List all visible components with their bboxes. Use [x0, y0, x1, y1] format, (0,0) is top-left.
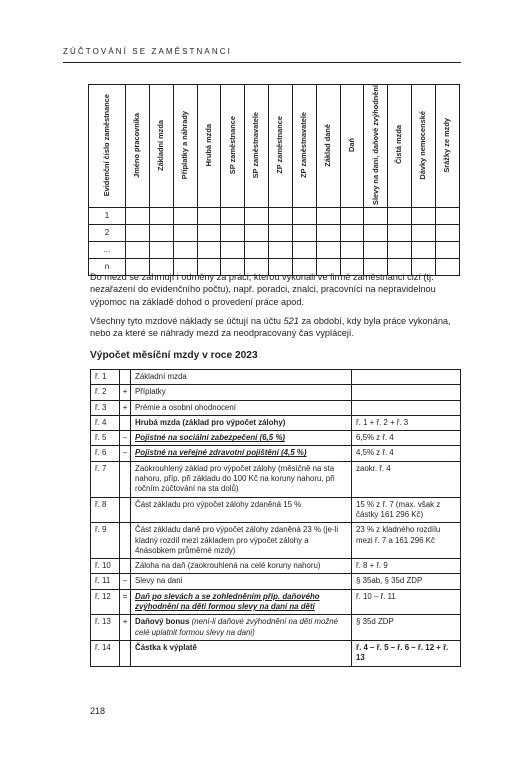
- register-cell: [316, 224, 340, 241]
- calc-description: [131, 461, 352, 497]
- register-cell: [245, 224, 269, 241]
- calc-row-id: ř. 8: [91, 497, 120, 523]
- register-column-header-label: ZP zaměstnance: [275, 116, 285, 174]
- calc-row: [91, 574, 461, 589]
- calc-row-id: ř. 2: [91, 385, 120, 400]
- register-cell: [388, 241, 412, 258]
- register-column-header-label: Příplatky a náhrady: [179, 110, 189, 180]
- register-cell: [292, 224, 316, 241]
- calc-description-text: Část základu daně pro výpočet zálohy zdaněná 23 % (je-li kladný rozdíl mezi základem pro výpočet zálohy a 4násobkem průměrné mzdy): [135, 525, 339, 555]
- calc-operator: =: [120, 589, 131, 615]
- calc-operator: +: [120, 385, 131, 400]
- calc-row: [91, 615, 461, 641]
- paragraph-2-end: za období, kdy byla práce vykonána, nebo za které se náhrady mezd za neodpracovaný čas vyplácejí.: [90, 316, 451, 339]
- register-column-header: [221, 85, 245, 208]
- register-column-header: [173, 85, 197, 208]
- register-row-number: 1: [89, 207, 126, 224]
- calc-description-text: Částka k výplatě: [135, 642, 197, 652]
- calc-description-text: Pojistné na veřejné zdravotní pojištění (4,5 %): [135, 448, 307, 458]
- calc-description-text: Hrubá mzda (základ pro výpočet zálohy): [135, 417, 286, 427]
- register-column-header-label: Hrubá mzda: [203, 123, 213, 167]
- register-cell: [149, 224, 173, 241]
- calc-description-text: Příplatky: [135, 387, 166, 397]
- calc-row: [91, 385, 461, 400]
- paragraph-2-start: Všechny tyto mzdové náklady se účtují na účtu: [90, 316, 284, 326]
- register-row-number: n: [89, 258, 126, 275]
- register-cell: [388, 207, 412, 224]
- calc-description-note: (není-li daňové zvýhodnění na děti možné celé uplatnit formou slevy na dani): [135, 617, 339, 637]
- register-cell: [221, 241, 245, 258]
- calc-operator: +: [120, 400, 131, 415]
- calc-description: [131, 431, 352, 446]
- register-cell: [316, 241, 340, 258]
- account-number: 521: [283, 316, 299, 326]
- calc-description: [131, 523, 352, 559]
- register-cell: [292, 207, 316, 224]
- calc-operator: [120, 461, 131, 497]
- register-row: [89, 207, 460, 224]
- calc-description: [131, 615, 352, 641]
- calc-description: [131, 400, 352, 415]
- calc-formula: [352, 400, 461, 415]
- register-column-header: [412, 85, 436, 208]
- calc-formula: § 35d ZDP: [352, 615, 461, 641]
- register-column-header: [316, 85, 340, 208]
- calc-operator: –: [120, 431, 131, 446]
- register-row: [89, 224, 460, 241]
- register-column-header-label: Daň: [346, 137, 356, 152]
- register-cell: [364, 241, 388, 258]
- calc-description: [131, 559, 352, 574]
- calc-formula: 15 % z ř. 7 (max. však z částky 161 296 Kč): [352, 497, 461, 523]
- register-column-header-label: Dávky nemocenské: [418, 110, 428, 180]
- register-cell: [197, 224, 221, 241]
- calc-formula: 4,5% z ř. 4: [352, 446, 461, 461]
- calc-operator: –: [120, 446, 131, 461]
- register-column-header-label: Základ daně: [322, 123, 332, 167]
- calc-operator: +: [120, 615, 131, 641]
- calc-row-id: ř. 10: [91, 559, 120, 574]
- register-cell: [221, 207, 245, 224]
- page-number: 218: [90, 706, 106, 716]
- calc-row: [91, 589, 461, 615]
- calc-row-id: ř. 4: [91, 415, 120, 430]
- register-column-header-label: Srážky ze mzdy: [442, 117, 452, 173]
- calc-description: [131, 574, 352, 589]
- register-column-header-label: Evidenční číslo zaměstnance: [101, 93, 111, 197]
- register-cell: [221, 224, 245, 241]
- register-body: [89, 207, 460, 275]
- calc-formula: [352, 370, 461, 385]
- calc-formula: [352, 385, 461, 400]
- register-column-header-label: Jméno pracovníka: [132, 112, 142, 178]
- calc-operator: [120, 559, 131, 574]
- register-column-header-label: Základní mzda: [156, 119, 165, 171]
- calc-description-text: Daňový bonus: [135, 617, 190, 627]
- register-cell: [292, 241, 316, 258]
- register-column-header: [388, 85, 412, 208]
- running-head: ZÚČTOVÁNÍ SE ZAMĚSTNANCI: [63, 47, 232, 56]
- calc-row: [91, 446, 461, 461]
- register-cell: [340, 207, 364, 224]
- calc-row: [91, 370, 461, 385]
- register-column-header-label: SP zaměstnance: [227, 115, 237, 175]
- calc-operator: [120, 497, 131, 523]
- register-cell: [269, 241, 293, 258]
- calc-row: [91, 497, 461, 523]
- calc-row-id: ř. 7: [91, 461, 120, 497]
- header-rule: [63, 62, 461, 63]
- register-row-number: 2: [89, 224, 126, 241]
- register-column-header: [126, 85, 150, 208]
- paragraph-account-521: [90, 315, 462, 340]
- register-column-header: [292, 85, 316, 208]
- register-cell: [340, 241, 364, 258]
- calc-description-text: Základní mzda: [135, 372, 187, 381]
- calc-row-id: ř. 3: [91, 400, 120, 415]
- register-cell: [412, 207, 436, 224]
- register-column-header-label: ZP zaměstnavatele: [299, 111, 309, 178]
- register-cell: [412, 224, 436, 241]
- register-cell: [126, 241, 150, 258]
- calc-row: [91, 400, 461, 415]
- calc-description: [131, 640, 352, 666]
- register-column-header-label: Čistá mzda: [394, 125, 404, 165]
- calc-row-id: ř. 9: [91, 523, 120, 559]
- calc-formula: ř. 8 + ř. 9: [352, 559, 461, 574]
- register-cell: [149, 241, 173, 258]
- register-cell: [364, 207, 388, 224]
- register-column-header-label: SP zaměstnavatele: [251, 111, 261, 179]
- calc-operator: [120, 370, 131, 385]
- register-column-header: [89, 85, 126, 208]
- register-cell: [173, 241, 197, 258]
- register-cell: [126, 207, 150, 224]
- register-cell: [269, 207, 293, 224]
- calc-formula: 23 % z kladného rozdílu mezi ř. 7 a 161 296 Kč: [352, 523, 461, 559]
- calc-row-id: ř. 1: [91, 370, 120, 385]
- register-cell: [435, 207, 459, 224]
- calc-row-id: ř. 14: [91, 640, 120, 666]
- register-cell: [435, 241, 459, 258]
- wage-calculation-table: [90, 369, 461, 667]
- register-cell: [173, 207, 197, 224]
- register-column-header: [364, 85, 388, 208]
- calc-formula: ř. 1 + ř. 2 + ř. 3: [352, 415, 461, 430]
- calc-description: [131, 446, 352, 461]
- register-cell: [364, 224, 388, 241]
- calc-formula: ř. 10 – ř. 11: [352, 589, 461, 615]
- register-cell: [435, 224, 459, 241]
- calc-row: [91, 523, 461, 559]
- register-cell: [412, 241, 436, 258]
- calc-row: [91, 640, 461, 666]
- calc-formula: ř. 4 – ř. 5 – ř. 6 – ř. 12 + ř. 13: [352, 640, 461, 666]
- calc-row: [91, 559, 461, 574]
- register-column-header: [245, 85, 269, 208]
- register-column-header: [435, 85, 459, 208]
- register-cell: [245, 241, 269, 258]
- calc-description-text: Zaokrouhlený základ pro výpočet zálohy (měsíčně na sta nahoru, příp. při základu do 100 Kč na koruny nahoru, při ročním zúčtování na sta dolů): [135, 463, 335, 494]
- register-cell: [126, 224, 150, 241]
- calc-row-id: ř. 12: [91, 589, 120, 615]
- calc-description-text: Slevy na dani: [135, 576, 183, 586]
- register-row-number: ...: [89, 241, 126, 258]
- register-row: [89, 241, 460, 258]
- register-column-header: [269, 85, 293, 208]
- calc-formula: zaokr. ř. 4: [352, 461, 461, 497]
- register-cell: [245, 207, 269, 224]
- payroll-register-table: [88, 84, 460, 276]
- register-cell: [173, 224, 197, 241]
- calc-description-text: Prémie a osobní ohodnocení: [135, 402, 236, 412]
- calc-row-id: ř. 13: [91, 615, 120, 641]
- register-cell: [197, 241, 221, 258]
- calc-row: [91, 461, 461, 497]
- register-cell: [197, 207, 221, 224]
- register-column-header: [340, 85, 364, 208]
- calc-formula: § 35ab, § 35d ZDP: [352, 574, 461, 589]
- register-cell: [269, 224, 293, 241]
- register-cell: [388, 224, 412, 241]
- calc-operator: –: [120, 574, 131, 589]
- register-cell: [340, 224, 364, 241]
- calc-description: [131, 589, 352, 615]
- calc-row-id: ř. 6: [91, 446, 120, 461]
- register-column-header: [149, 85, 173, 208]
- calc-formula: 6,5% z ř. 4: [352, 431, 461, 446]
- register-cell: [316, 207, 340, 224]
- calc-description: [131, 385, 352, 400]
- register-cell: [149, 207, 173, 224]
- calc-description-text: Část základu pro výpočet zálohy zdaněná 15 %: [135, 499, 302, 509]
- calc-description: [131, 370, 352, 385]
- section-title: Výpočet měsíční mzdy v roce 2023: [90, 350, 258, 361]
- calc-row: [91, 415, 461, 430]
- calc-operator: [120, 523, 131, 559]
- calc-description-text: Záloha na daň (zaokrouhlená na celé koruny nahoru): [135, 561, 321, 571]
- register-header-row: [89, 85, 460, 208]
- calc-operator: [120, 640, 131, 666]
- calc-row-id: ř. 11: [91, 574, 120, 589]
- register-column-header: [197, 85, 221, 208]
- calc-operator: [120, 415, 131, 430]
- calc-description: [131, 497, 352, 523]
- calc-row-id: ř. 5: [91, 431, 120, 446]
- calc-description-text: Daň po slevách a se zohledněním příp. daňového zvýhodnění na děti formou slevy na dani na děti: [135, 591, 320, 612]
- calc-description-text: Pojistné na sociální zabezpečení (6,5 %): [135, 433, 285, 443]
- calc-description: [131, 415, 352, 430]
- register-column-header-label: Slevy na dani, daňové zvýhodnění: [370, 85, 380, 205]
- paragraph-external-wages: Do mezd se zahrnují i odměny za práci, kterou vykonali ve firmě zaměstnanci cizí (tj. nezařazení do evidenčního počtu), např. poradci, znalci, pracovníci na nepravidelnou výpomoc na základě dohod o provedení práce apod.: [90, 272, 436, 307]
- calc-row: [91, 431, 461, 446]
